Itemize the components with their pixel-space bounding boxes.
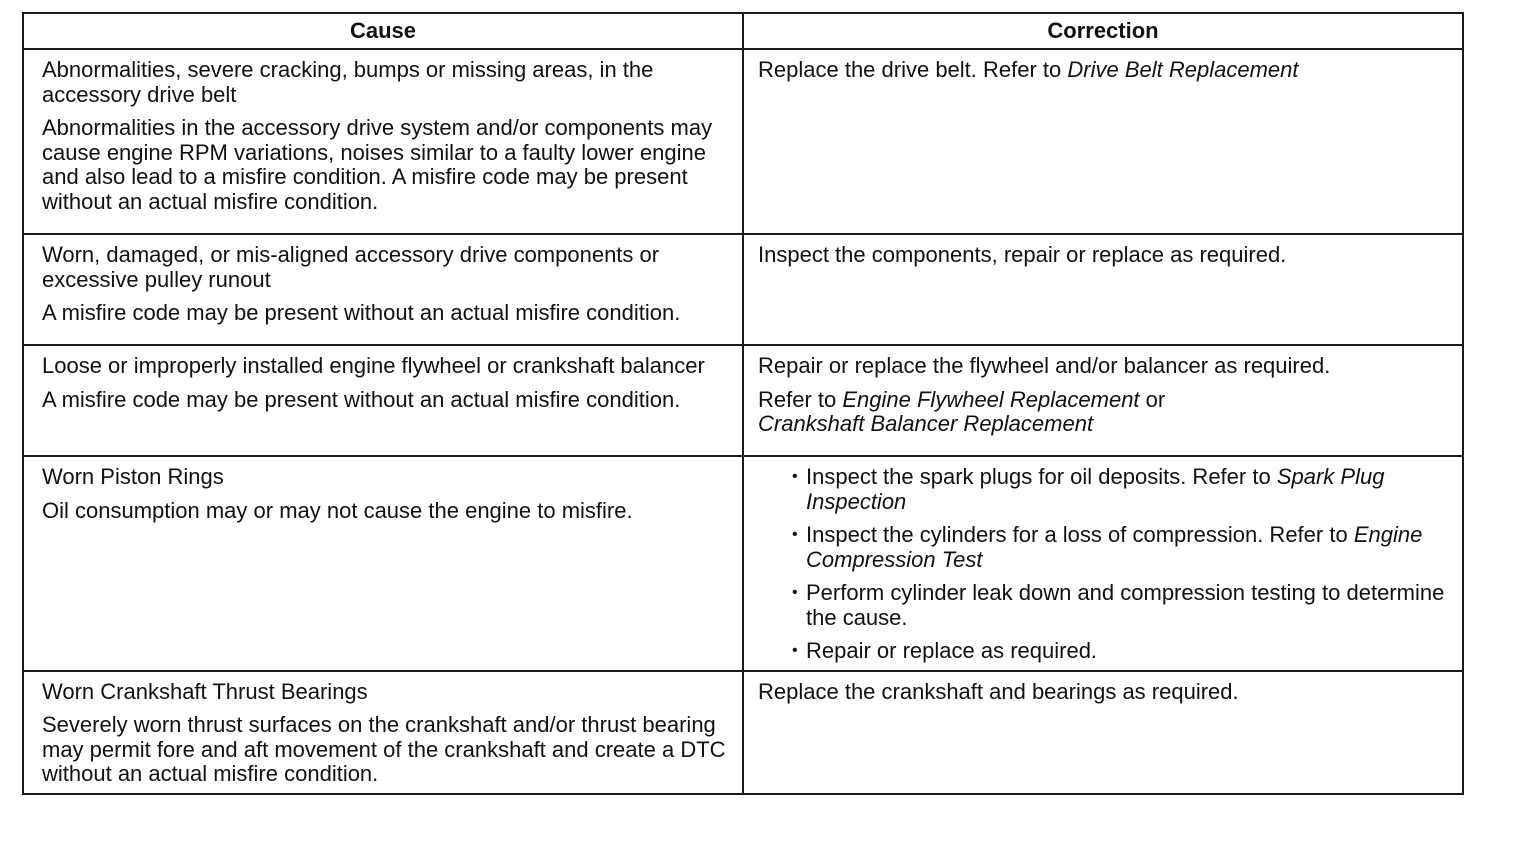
cause-cell	[23, 345, 743, 456]
bullet-text: Inspect the cylinders for a loss of compression. Refer to	[806, 522, 1354, 547]
correction-reference: Crankshaft Balancer Replacement	[758, 411, 1094, 436]
cause-title: Abnormalities, severe cracking, bumps or missing areas, in the accessory drive belt	[42, 57, 654, 107]
bullet-item	[792, 465, 1452, 514]
table-row	[23, 456, 1463, 671]
cause-cell	[23, 49, 743, 234]
cause-title: Worn Piston Rings	[42, 464, 224, 489]
bullet-icon: •	[792, 468, 798, 485]
correction-text-body: Replace the drive belt. Refer to	[758, 57, 1068, 82]
bullet-icon: •	[792, 526, 798, 543]
table-row	[23, 49, 1463, 234]
correction-cell	[743, 234, 1463, 345]
correction-cell	[743, 49, 1463, 234]
table-row	[23, 671, 1463, 794]
correction-reference: Drive Belt Replacement	[1067, 57, 1299, 82]
correction-text: Inspect the components, repair or replace as required.	[758, 242, 1287, 267]
cause-title: Worn, damaged, or mis-aligned accessory drive components or excessive pulley runout	[42, 242, 660, 292]
correction-text: Repair or replace the flywheel and/or balancer as required.	[758, 353, 1331, 378]
cause-note: Abnormalities in the accessory drive system and/or components may cause engine RPM variations, noises similar to a faulty lower engine and also lead to a misfire condition. A misfire code may be present without an actual misfire condition.	[42, 115, 713, 214]
header-cause: Cause	[23, 13, 743, 49]
bullet-text: Repair or replace as required.	[806, 638, 1098, 663]
correction-reference-line	[758, 388, 1452, 437]
table-row	[23, 234, 1463, 345]
bullet-icon: •	[792, 642, 798, 659]
cause-note: Severely worn thrust surfaces on the crankshaft and/or thrust bearing may permit fore and aft movement of the crankshaft and create a DTC without an actual misfire condition.	[42, 712, 726, 786]
cause-title: Worn Crankshaft Thrust Bearings	[42, 678, 368, 704]
table-header-row	[23, 13, 1463, 49]
correction-reference: Engine Flywheel Replacement	[842, 386, 1140, 412]
or-text: or	[1139, 386, 1166, 412]
bullet-icon: •	[792, 584, 798, 601]
correction-cell	[743, 456, 1463, 671]
cause-cell	[23, 234, 743, 345]
cause-note: A misfire code may be present without an actual misfire condition.	[42, 386, 681, 412]
correction-reference: Engine Compression Test	[806, 522, 1423, 572]
correction-cell	[743, 345, 1463, 456]
cause-cell	[23, 456, 743, 671]
bullet-text: Inspect the spark plugs for oil deposits. Refer to	[806, 464, 1277, 489]
cause-title: Loose or improperly installed engine flywheel or crankshaft balancer	[42, 353, 705, 378]
bullet-item	[792, 523, 1452, 572]
bullet-item	[792, 581, 1452, 630]
bullet-text: Perform cylinder leak down and compression testing to determine the cause.	[806, 580, 1445, 630]
refer-prefix: Refer to	[758, 386, 843, 412]
cause-note: Oil consumption may or may not cause the engine to misfire.	[42, 497, 633, 523]
diagnostic-table	[22, 12, 1464, 795]
header-correction: Correction	[743, 13, 1463, 49]
correction-text: Replace the crankshaft and bearings as required.	[758, 678, 1239, 704]
correction-bullet-list	[758, 465, 1452, 664]
cause-note: A misfire code may be present without an actual misfire condition.	[42, 300, 681, 325]
correction-reference: Spark Plug Inspection	[806, 464, 1385, 514]
bullet-item	[792, 639, 1452, 664]
table-row	[23, 345, 1463, 456]
correction-text	[758, 58, 1452, 83]
correction-cell	[743, 671, 1463, 794]
cause-cell	[23, 671, 743, 794]
